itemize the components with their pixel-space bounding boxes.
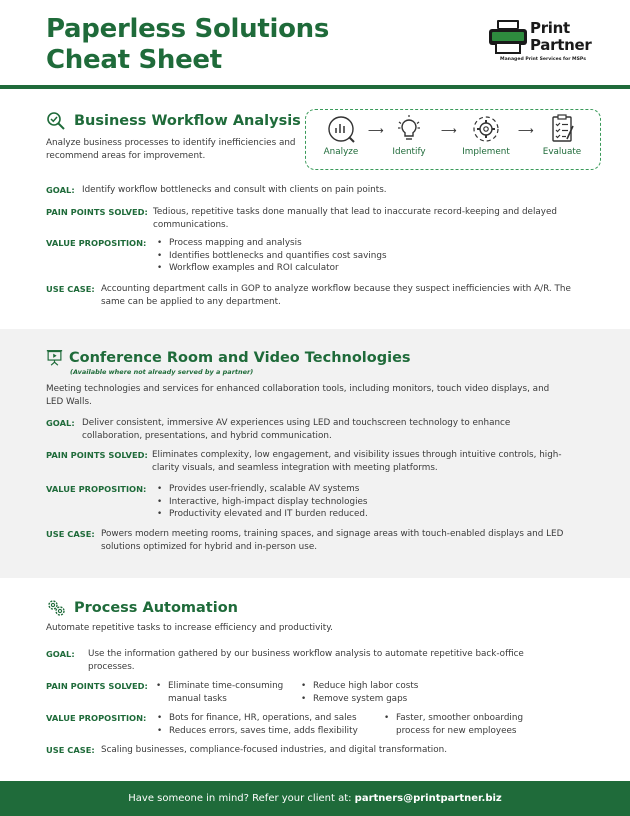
- step-label: Analyze: [323, 147, 359, 157]
- value-label: VALUE PROPOSITION:: [46, 238, 147, 248]
- footer-referral-bar: [0, 781, 630, 816]
- print-partner-logo: [490, 20, 610, 70]
- list-item: • Process mapping and analysis: [155, 237, 485, 250]
- goal-text: Identify workflow bottlenecks and consult with clients on pain points.: [82, 185, 387, 195]
- usecase-label: USE CASE:: [46, 284, 95, 294]
- goal-label: GOAL:: [46, 649, 75, 659]
- list-item: • Identifies bottlenecks and quantifies cost savings: [155, 250, 485, 263]
- list-item: • Eliminate time-consuming manual tasks: [154, 680, 302, 705]
- section-title: Process Automation: [74, 600, 238, 616]
- usecase-text: Powers modern meeting rooms, training spaces, and signage areas with touch-enabled displays and LED solutions optimized for hybrid and in-person use.: [101, 529, 564, 552]
- gear-cycle-icon: [471, 114, 501, 144]
- presentation-screen-icon: [46, 349, 63, 366]
- printer-icon: [488, 18, 528, 56]
- footer-text: Have someone in mind? Refer your client at:: [128, 793, 355, 804]
- pain-text: Eliminates complexity, low engagement, and visibility issues through intuitive controls, high-clarity visuals, and seamless integration with meeting platforms.: [152, 450, 562, 473]
- step-label: Identify: [392, 147, 426, 157]
- usecase-text: Scaling businesses, compliance-focused industries, and digital transformation.: [101, 745, 448, 755]
- section-heading: [46, 111, 301, 131]
- pain-label: PAIN POINTS SOLVED:: [46, 681, 148, 691]
- pain-list-col2: [299, 680, 449, 705]
- section-title: Business Workflow Analysis: [74, 113, 301, 129]
- step-implement: [454, 114, 518, 157]
- list-item: • Productivity elevated and IT burden reduced.: [155, 508, 485, 521]
- goal-text: Deliver consistent, immersive AV experiences using LED and touchscreen technology to enhance collaboration, presentations, and hybrid communication.: [82, 418, 511, 441]
- chart-magnifier-icon: [326, 114, 356, 144]
- list-item: • Remove system gaps: [299, 693, 449, 706]
- arrow-icon: ⟶: [368, 124, 384, 137]
- list-item: • Bots for finance, HR, operations, and sales: [155, 712, 380, 725]
- section-process-automation: [0, 578, 630, 781]
- value-label: VALUE PROPOSITION:: [46, 484, 147, 494]
- section-heading: [46, 598, 238, 618]
- usecase-text: Accounting department calls in GOP to analyze workflow because they suspect inefficiencies with A/R. The same can be applied to any department.: [101, 284, 571, 307]
- footer-email-link[interactable]: partners@printpartner.biz: [354, 793, 502, 804]
- logo-word-partner: Partner: [530, 36, 592, 54]
- value-list: [155, 237, 485, 275]
- step-label: Evaluate: [542, 147, 582, 157]
- value-list-col2: [382, 712, 552, 737]
- usecase-label: USE CASE:: [46, 529, 95, 539]
- section-heading: [46, 349, 411, 366]
- goal-label: GOAL:: [46, 418, 75, 428]
- list-item: • Reduce high labor costs: [299, 680, 449, 693]
- workflow-steps-diagram: [305, 109, 601, 170]
- goal-text: Use the information gathered by our business workflow analysis to automate repetitive back-office processes.: [88, 649, 524, 672]
- step-identify: [381, 114, 437, 157]
- value-list: [155, 483, 485, 521]
- logo-word-print: Print: [530, 19, 570, 37]
- lightbulb-icon: [394, 114, 424, 144]
- page-title-line1: Paperless Solutions: [46, 14, 330, 44]
- section-title: Conference Room and Video Technologies: [69, 349, 411, 366]
- section-intro: Automate repetitive tasks to increase efficiency and productivity.: [46, 623, 333, 633]
- page-title-line2: Cheat Sheet: [46, 45, 222, 75]
- pain-label: PAIN POINTS SOLVED:: [46, 207, 148, 217]
- section-intro: Analyze business processes to identify inefficiencies and recommend areas for improvement.: [46, 138, 296, 161]
- list-item: • Workflow examples and ROI calculator: [155, 262, 485, 275]
- arrow-icon: ⟶: [441, 124, 457, 137]
- value-list-col1: [155, 712, 380, 737]
- arrow-icon: ⟶: [518, 124, 534, 137]
- step-evaluate: [532, 114, 592, 157]
- list-item: • Faster, smoother onboarding process for new employees: [382, 712, 552, 737]
- section-subtitle: (Available where not already served by a partner): [70, 368, 254, 376]
- value-label: VALUE PROPOSITION:: [46, 713, 147, 723]
- usecase-label: USE CASE:: [46, 745, 95, 755]
- checklist-icon: [547, 114, 577, 144]
- pain-text: Tedious, repetitive tasks done manually that lead to inaccurate record-keeping and delayed communications.: [153, 207, 558, 230]
- list-item: • Reduces errors, saves time, adds flexibility: [155, 725, 380, 738]
- goal-label: GOAL:: [46, 185, 75, 195]
- page-title: [46, 14, 329, 76]
- section-intro: Meeting technologies and services for enhanced collaboration tools, including monitors, touch video displays, and LED Walls.: [46, 384, 550, 407]
- section-conference-room: [0, 329, 630, 578]
- pain-label: PAIN POINTS SOLVED:: [46, 450, 148, 460]
- step-label: Implement: [462, 147, 510, 157]
- step-analyze: [313, 114, 369, 157]
- gears-icon: [46, 598, 66, 618]
- logo-tagline: Managed Print Services for MSPs: [500, 57, 586, 62]
- list-item: • Interactive, high-impact display technologies: [155, 496, 485, 509]
- magnifier-check-icon: [46, 111, 66, 131]
- list-item: • Provides user-friendly, scalable AV systems: [155, 483, 485, 496]
- pain-list-col1: [154, 680, 302, 705]
